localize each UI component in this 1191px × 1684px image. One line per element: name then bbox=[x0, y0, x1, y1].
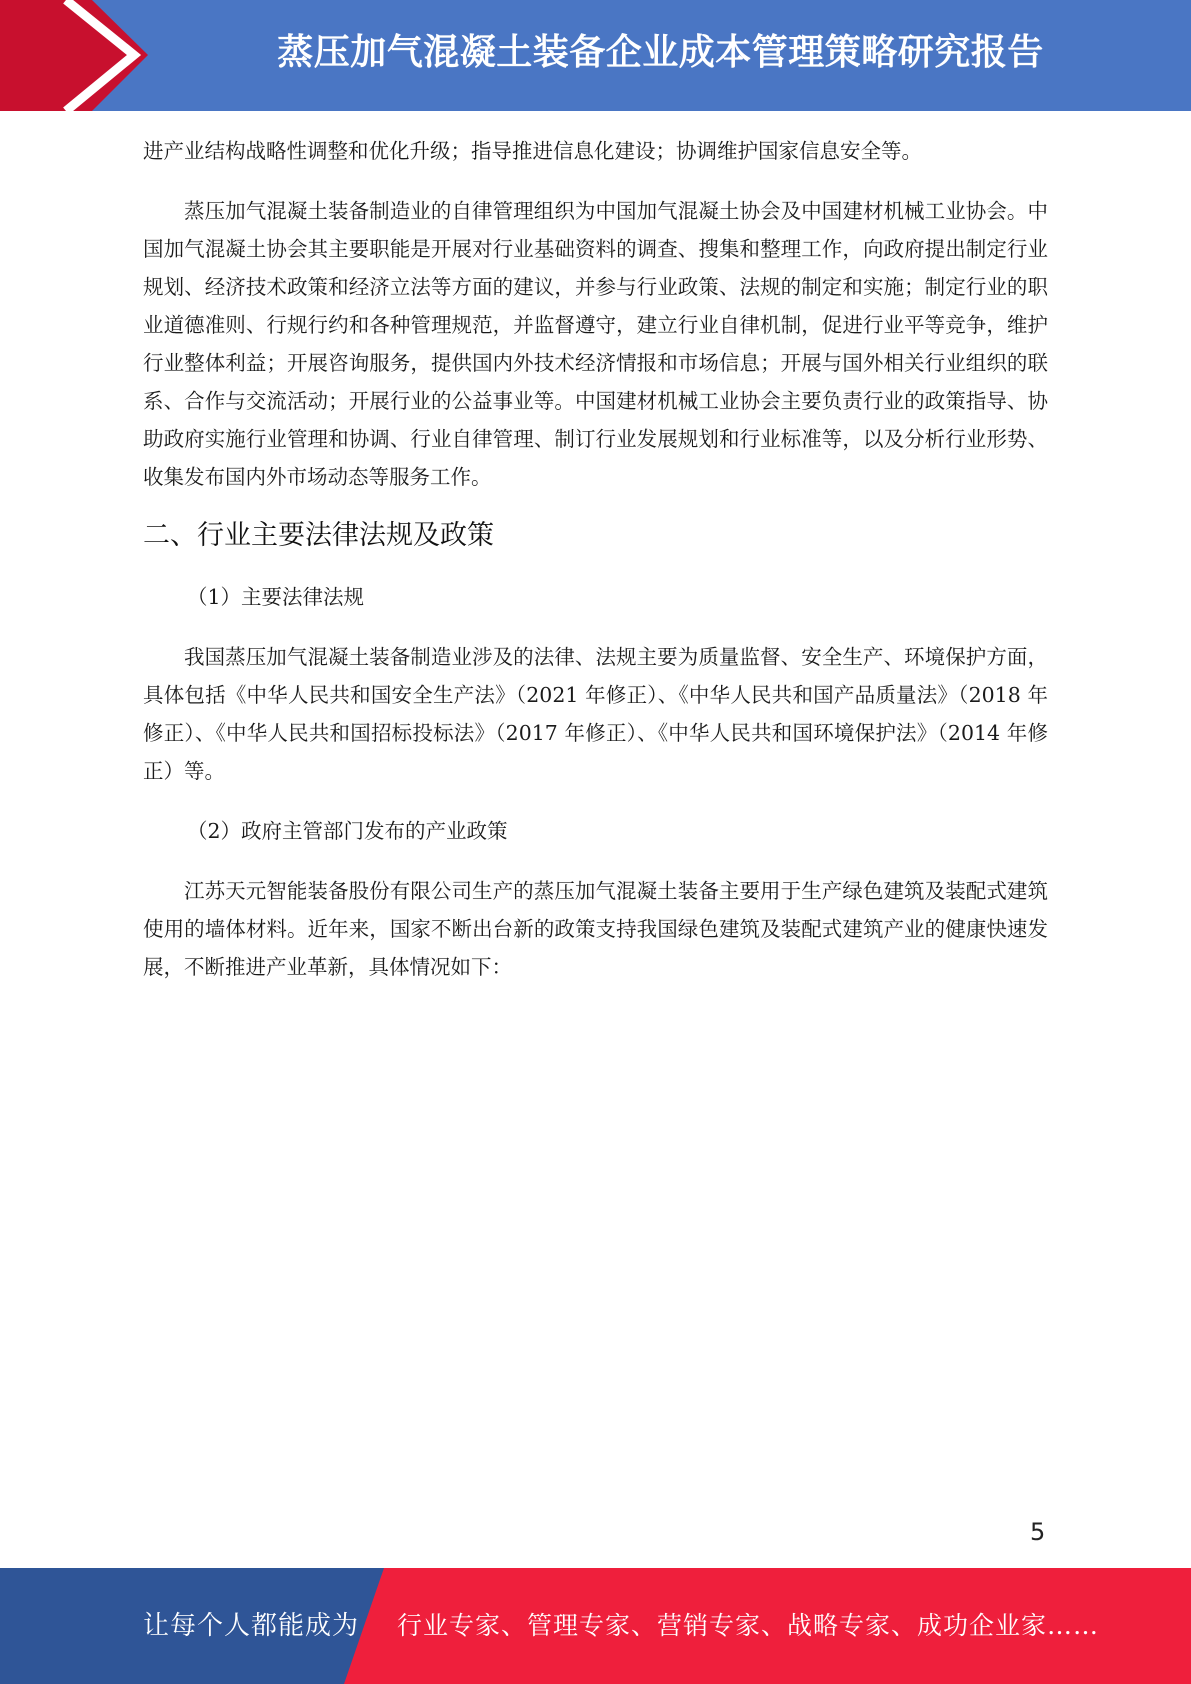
footer-slogan-right: 行业专家、管理专家、营销专家、战略专家、成功企业家…… bbox=[397, 1611, 1100, 1640]
paragraph-self-regulation: 蒸压加气混凝土装备制造业的自律管理组织为中国加气混凝土协会及中国建材机械工业协会。中国加气混凝土协会其主要职能是开展对行业基础资料的调查、搜集和整理工作，向政府提出制定行业规划、经济技术政策和经济立法等方面的建议，并参与行业政策、法规的制定和实施；制定行业的职业道德准则、行规行约和各种管理规范，并监督遵守，建立行业自律机制，促进行业平等竞争，维护行业整体利益；开展咨询服务，提供国内外技术经济情报和市场信息；开展与国外相关行业组织的联系、合作与交流活动；开展行业的公益事业等。中国建材机械工业协会主要负责行业的政策指导、协助政府实施行业管理和协调、行业自律管理、制订行业发展规划和行业标准等，以及分析行业形势、收集发布国内外市场动态等服务工作。 bbox=[143, 199, 1048, 489]
footer-banner bbox=[0, 1568, 1191, 1684]
report-header-banner bbox=[0, 0, 1191, 111]
subheading-laws: （1）主要法律法规 bbox=[187, 585, 365, 609]
section-heading: 二、行业主要法律法规及政策 bbox=[143, 520, 494, 551]
paragraph-policy: 江苏天元智能装备股份有限公司生产的蒸压加气混凝土装备主要用于生产绿色建筑及装配式建筑使用的墙体材料。近年来，国家不断出台新的政策支持我国绿色建筑及装配式建筑产业的健康快速发展，不断推进产业革新，具体情况如下： bbox=[143, 879, 1048, 979]
page-number: 5 bbox=[1030, 1518, 1046, 1546]
paragraph-continuation: 进产业结构战略性调整和优化升级；指导推进信息化建设；协调维护国家信息安全等。 bbox=[143, 139, 922, 163]
report-title: 蒸压加气混凝土装备企业成本管理策略研究报告 bbox=[277, 32, 1044, 73]
page-content bbox=[143, 132, 1048, 986]
paragraph-laws: 我国蒸压加气混凝土装备制造业涉及的法律、法规主要为质量监督、安全生产、环境保护方面，具体包括《中华人民共和国安全生产法》（2021 年修正）、《中华人民共和国产品质量法》（2018 年修正）、《中华人民共和国招标投标法》（2017 年修正）、《中华人民共和国环境保护法》（2014 年修正）等。 bbox=[143, 645, 1048, 783]
subheading-policy: （2）政府主管部门发布的产业政策 bbox=[187, 819, 508, 843]
header-arrow-decoration bbox=[0, 0, 150, 111]
footer-slogan-left: 让每个人都能成为 bbox=[143, 1611, 360, 1641]
